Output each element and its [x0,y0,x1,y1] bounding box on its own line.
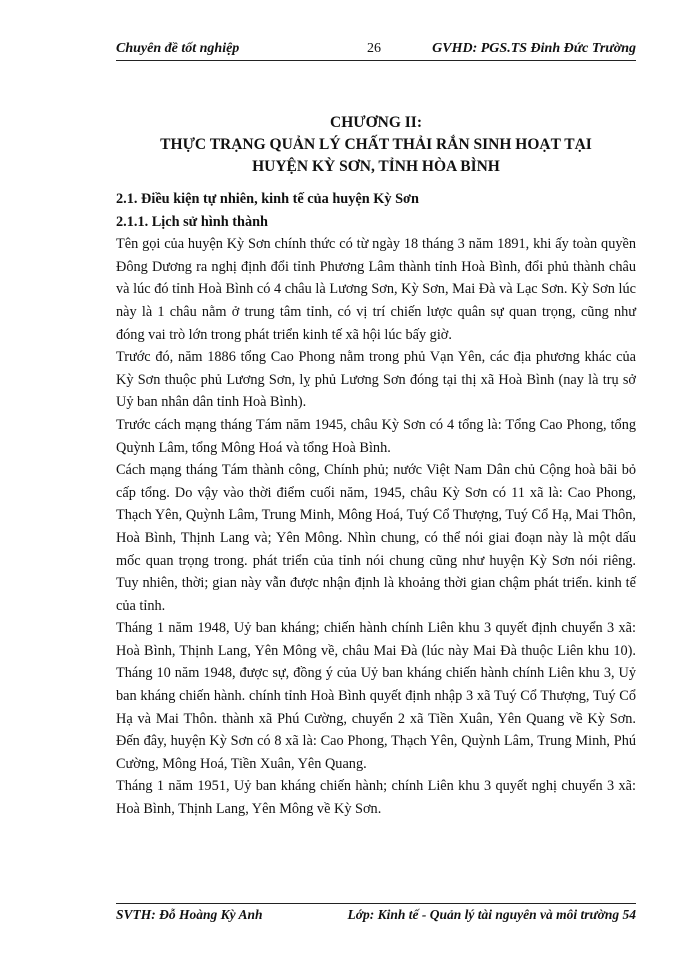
section-heading-2-1: 2.1. Điều kiện tự nhiên, kinh tế của huyện Kỳ Sơn [116,191,419,207]
document-body [116,188,636,821]
page-footer [116,903,636,924]
chapter-title-block [116,112,636,178]
paragraph: Trước cách mạng tháng Tám năm 1945, châu Kỳ Sơn có 4 tổng là: Tổng Cao Phong, tổng Quỳnh Lâm, tổng Mông Hoá và tổng Hoà Bình. [116,416,636,456]
paragraph: Cách mạng tháng Tám thành công, Chính phủ; nước Việt Nam Dân chủ Cộng hoà bãi bỏ cấp tổng. Do vậy vào thời điểm cuối năm, 1945, châu Kỳ Sơn có 11 xã là: Cao Phong, Thạch Yên, Quỳnh Lâm, Trung Minh, Mông Hoá, Tuý Cổ Thượng, Tuý Cổ Hạ, Mai Thôn, Hoà Bình, Thịnh Lang và; Yên Mông. Nhìn chung, có thể nói giai đoạn này là một dấu mốc quan trọng trong. phát triển của tỉnh nói chung cũng như huyện Kỳ Sơn nói riêng. Tuy nhiên, thời; gian này vẫn được nhận định là khoảng thời gian chậm phát triển. kinh tế của tỉnh. [116,462,636,614]
chapter-number: CHƯƠNG II: [330,114,422,131]
footer-student: SVTH: Đỗ Hoàng Kỳ Anh [116,907,263,922]
header-document-type: Chuyên đề tốt nghiệp [116,41,240,56]
chapter-title-line-1: THỰC TRẠNG QUẢN LÝ CHẤT THẢI RẮN SINH HOẠT TẠI [160,136,592,153]
paragraph: Tháng 1 năm 1951, Uỷ ban kháng chiến hành; chính Liên khu 3 quyết nghị chuyển 3 xã: Hoà Bình, Thịnh Lang, Yên Mông về Kỳ Sơn. [116,778,636,818]
header-supervisor: GVHD: PGS.TS Đinh Đức Trường [432,41,636,56]
chapter-title-line-2: HUYỆN KỲ SƠN, TỈNH HÒA BÌNH [252,158,500,175]
footer-class: Lớp: Kinh tế - Quản lý tài nguyên và môi trường 54 [347,907,636,922]
page-number: 26 [367,41,381,56]
page-header [116,38,636,61]
paragraph: Trước đó, năm 1886 tổng Cao Phong nằm trong phủ Vạn Yên, các địa phương khác của Kỳ Sơn thuộc phủ Lương Sơn, lỵ phủ Lương Sơn đóng tại thị xã Hoà Bình (nay là trụ sở Uỷ ban nhân dân tỉnh Hoà Bình). [116,349,636,411]
paragraph: Tháng 1 năm 1948, Uỷ ban kháng; chiến hành chính Liên khu 3 quyết định chuyển 3 xã: Hoà Bình, Thịnh Lang, Yên Mông về, châu Mai Đà (lúc này Mai Đà thuộc Liên khu 10). Tháng 10 năm 1948, được sự, đồng ý của Uỷ ban kháng chiến hành chính Liên khu 3, Uỷ ban kháng chiến hành. chính tỉnh Hoà Bình quyết định nhập 3 xã Tuý Cổ Thượng, Tuý Cổ Hạ và Mai Thôn. thành xã Phú Cường, chuyển 2 xã Tiền Xuân, Yên Quang về Kỳ Sơn. Đến đây, huyện Kỳ Sơn có 8 xã là: Cao Phong, Thạch Yên, Quỳnh Lâm, Trung Minh, Phú Cường, Mông Hoá, Tiền Xuân, Yên Quang. [116,620,636,772]
paragraph: Tên gọi của huyện Kỳ Sơn chính thức có từ ngày 18 tháng 3 năm 1891, khi ấy toàn quyền Đông Dương ra nghị định đổi tỉnh Phương Lâm thành tỉnh Hoà Bình, đổi phủ thành châu và lúc đó tỉnh Hoà Bình có 4 châu là Lương Sơn, Kỳ Sơn, Mai Đà và Lạc Sơn. Kỳ Sơn lúc này là 1 châu nằm ở trung tâm tỉnh, có vị trí chiến lược quân sự quan trọng, cũng như đóng vai trò lớn trong phát triển kinh tế xã hội lúc bấy giờ. [116,236,636,343]
section-heading-2-1-1: 2.1.1. Lịch sử hình thành [116,213,269,230]
